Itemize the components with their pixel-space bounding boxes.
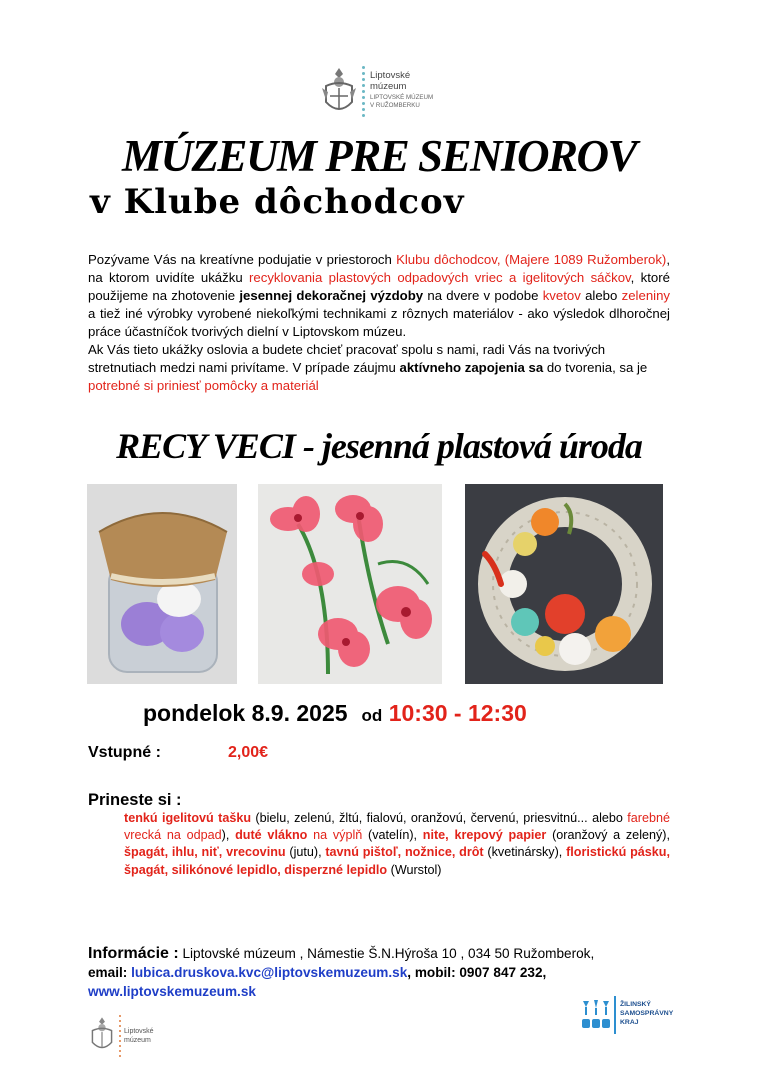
- bring-item-part: floristickú pásku, špagát, silikónové lepidlo, disperzné lepidlo: [124, 845, 670, 877]
- museum-crest-icon: [320, 66, 358, 118]
- fee-value: 2,00€: [228, 744, 269, 761]
- logo-dots: [119, 1015, 122, 1059]
- museum-crest-icon: [88, 1015, 116, 1055]
- invitation-paragraph-2: Ak Vás tieto ukážky oslovia a budete chcieť pracovať spolu s nami, radi Vás na tvorivých stretnutiach medzi nami privítame. V prípade záujmu aktívneho zapojenia sa do tvorenia, sa je potrebné si priniesť pomôcky a materiál: [88, 342, 648, 393]
- region-line2: SAMOSPRÁVNY: [620, 1010, 674, 1017]
- workshop-title: RECY VECI - jesenná plastová úroda: [116, 426, 642, 466]
- bring-item-part: farebné vrecká na odpad: [124, 811, 670, 843]
- logo-name-line1: Liptovské: [370, 70, 411, 81]
- contact-info: [88, 944, 688, 1001]
- from-label: od: [361, 706, 383, 725]
- photo-autumn-wreath: [465, 484, 663, 684]
- website-link[interactable]: www.liptovskemuzeum.sk: [88, 984, 256, 999]
- bring-item-part: (vatelín),: [362, 828, 423, 843]
- logo-bottom-line2: múzeum: [124, 1037, 151, 1044]
- photo-pink-flowers: [258, 484, 442, 684]
- bring-item-part: na výplň: [313, 828, 363, 843]
- info-label: Informácie :: [88, 945, 179, 962]
- jar-illustration: [87, 484, 237, 684]
- bring-heading: Prineste si :: [88, 791, 182, 809]
- region-emblem-icon: [580, 998, 612, 1032]
- bring-list: [124, 810, 670, 879]
- bring-item-part: nite, krepový papier: [422, 828, 547, 843]
- region-line3: KRAJ: [620, 1019, 639, 1026]
- bring-item-part: ),: [221, 828, 236, 843]
- fee-label: Vstupné :: [88, 744, 161, 761]
- info-address: Liptovské múzeum , Námestie Š.N.Hýroša 10 , 034 50 Ružomberok,: [178, 946, 595, 961]
- invitation-text: [88, 251, 670, 395]
- logo-name-line2: múzeum: [370, 81, 407, 92]
- email-link[interactable]: lubica.druskova.kvc@liptovskemuzeum.sk: [131, 965, 408, 980]
- bring-item-part: špagát, ihlu, niť, vrecovinu: [124, 845, 286, 860]
- bring-item-part: duté vlákno: [235, 828, 308, 843]
- logo-sub-line2: V RUŽOMBERKU: [370, 101, 420, 109]
- photo-jar-with-flowers: [87, 484, 237, 684]
- museum-logo-bottom: [88, 1015, 168, 1059]
- bring-item-part: (oranžový a zelený),: [546, 828, 670, 843]
- logo-sub-line1: LIPTOVSKÉ MÚZEUM: [370, 94, 434, 101]
- museum-logo-top: [320, 64, 460, 126]
- event-time: 10:30 - 12:30: [388, 700, 527, 726]
- bring-item-part: tavnú pištoľ, nožnice, drôt: [325, 845, 484, 860]
- event-date-time: [143, 700, 527, 727]
- page-subtitle: v Klube dôchodcov: [90, 182, 465, 222]
- email-label: email:: [88, 965, 132, 980]
- flowers-illustration: [258, 484, 442, 684]
- invitation-paragraph-1: Pozývame Vás na kreatívne podujatie v priestoroch Klubu dôchodcov, (Majere 1089 Ružomberok), na ktorom uvidíte ukážku recyklovania plastových odpadových vriec a igelitových sáčkov, ktoré použijeme na zhotovenie jesennej dekoračnej výzdoby na dvere v podobe kvetov alebo zeleniny a tiež iné výrobky vyrobené niekoľkými technikami z rôznych materiálov - ako výsledok dlhoročnej práce účastníčok tvorivých dielní v Liptovskom múzeu.: [88, 252, 671, 339]
- event-date: pondelok 8.9. 2025: [143, 700, 348, 726]
- phone: , mobil: 0907 847 232,: [407, 965, 547, 980]
- bring-item-part: (jutu),: [285, 845, 326, 860]
- region-line1: ŽILINSKÝ: [620, 1001, 651, 1008]
- bring-item-part: (Wurstol): [387, 862, 442, 877]
- bring-item-part: (kvetinársky),: [483, 845, 567, 860]
- page-title: MÚZEUM PRE SENIOROV: [121, 131, 637, 181]
- bring-item-part: tenkú igelitovú tašku: [124, 811, 252, 825]
- bring-item-part: (bielu, zelenú, žltú, fialovú, oranžovú, červenú, priesvitnú... alebo: [251, 811, 628, 825]
- wreath-illustration: [465, 484, 663, 684]
- logo-bottom-line1: Liptovské: [124, 1028, 154, 1035]
- logo-dots: [362, 66, 366, 120]
- region-logo: [580, 996, 680, 1036]
